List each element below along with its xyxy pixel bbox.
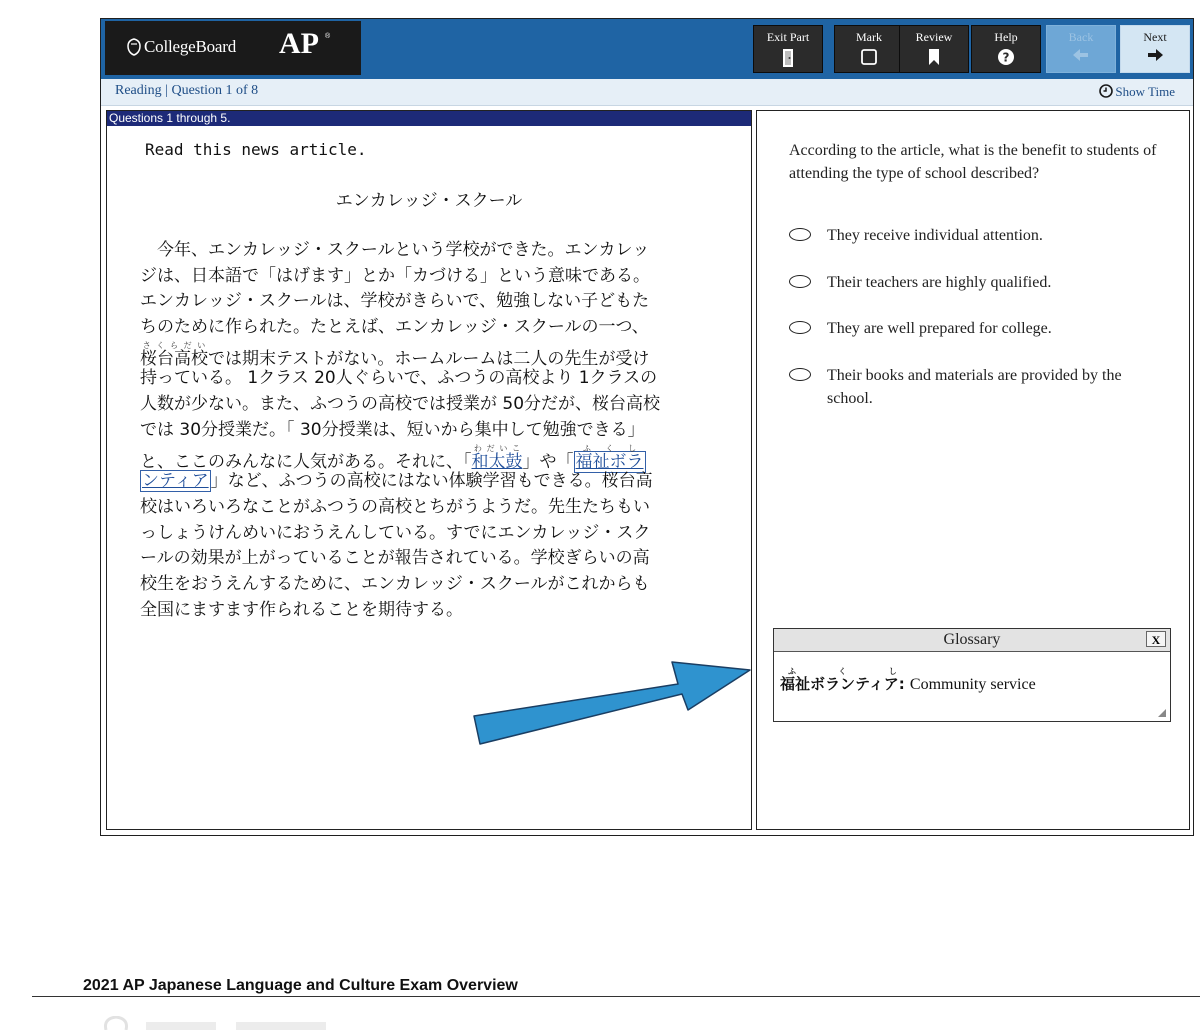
footer-divider [32,996,1200,997]
glossary-title: Glossary [774,629,1170,652]
acorn-shield-icon [127,38,141,56]
question-range-bar: Questions 1 through 5. [107,111,751,126]
product-name: AP [279,27,319,60]
collegeboard-watermark-logo [96,1016,356,1030]
article-line: っしょうけんめいにおうえんしている。すでにエンカレッジ・スク [140,522,651,543]
article-body [140,238,740,623]
article-title: エンカレッジ・スクール [335,191,523,211]
glossary-link-fukushi[interactable]: 福祉ボラふくし [575,443,644,472]
question-pane [756,110,1190,830]
article-line: 全国にますます作られることを期待する。 [140,599,463,620]
bookmark-icon [926,48,942,66]
radio-button[interactable] [789,321,811,334]
article-line: 桜台高校さくらだいでは期末テストがない。ホームルームは二人の先生が受け [140,340,650,369]
answer-option-d[interactable]: Their books and materials are provided by the school. [789,364,1169,410]
glossary-definition: Community service [909,676,1036,693]
show-time-link[interactable]: Show Time [1115,84,1175,99]
article-line: 校はいろいろなことがふつうの高校とちがうようだ。先生たちもい [140,496,650,517]
close-glossary-button[interactable]: X [1146,631,1166,647]
question-counter: Reading | Question 1 of 8 [115,83,259,98]
answer-option-a[interactable]: They receive individual attention. [789,224,1169,247]
callout-arrow-icon [470,650,760,750]
exit-part-button[interactable]: Exit Part [753,25,823,73]
sakuradai-ruby: 桜台高校さくらだい [140,340,208,369]
mark-button[interactable]: Mark [834,25,904,73]
back-button[interactable]: Back [1046,25,1116,73]
article-line: ちのために作られた。たとえば、エンカレッジ・スクールの一つ、 [140,317,649,338]
article-line: 人数が少ない。また、ふつうの高校では授業が 50分だが、桜台高校 [140,394,661,415]
article-line: 今年、エンカレッジ・スクールという学校ができた。エンカレッ [140,240,650,260]
next-button[interactable]: Next [1120,25,1190,73]
glossary-entry [780,667,1036,694]
glossary-link-wadaiko[interactable]: 和太鼓わだいこ [471,443,523,472]
article-line: ジは、日本語で「はげます」とか「カづける」という意味である。 [140,265,650,286]
question-stem: According to the article, what is the benefit to students of attending the type of school described? [789,142,1157,182]
article-line: 校生をおうえんするために、エンカレッジ・スクールがこれからも [140,573,650,594]
ap-logo [261,21,361,75]
answer-option-c[interactable]: They are well prepared for college. [789,317,1169,340]
article-line: 持っている。 1クラス 20人ぐらいで、ふつうの高校より 1クラスの [140,368,658,389]
top-toolbar [101,19,1193,79]
registered-mark-icon: ® [325,33,331,40]
article-line: ンティア 」など、ふつうの高校にはない体験学習もできる。桜台高 [142,471,653,492]
glossary-link-fukushi-cont[interactable]: ンティア [142,471,209,492]
article-line: ールの効果が上がっていることが報告されている。学校ぎらいの高 [140,548,650,569]
brand-name: CollegeBoard [144,37,237,56]
answer-option-b[interactable]: Their teachers are highly qualified. [789,271,1169,294]
document-footer-title: 2021 AP Japanese Language and Culture Exam Overview [83,977,518,994]
article-line: エンカレッジ・スクールは、学校がきらいで、勉強しない子どもた [140,291,650,312]
passage-instruction: Read this news article. [145,140,367,159]
article-line: と、ここのみんなに人気がある。それに、「和太鼓わだいこ」や「 福祉ボラふくし [140,443,644,472]
radio-button[interactable] [789,228,811,241]
arrow-right-icon [1146,48,1164,62]
exit-door-icon [781,48,795,68]
radio-button[interactable] [789,368,811,381]
glossary-popup[interactable] [773,628,1171,722]
clock-icon[interactable] [1099,84,1113,98]
arrow-left-icon [1072,48,1090,62]
help-button[interactable]: Help ? [971,25,1041,73]
svg-text:?: ? [1002,50,1010,65]
radio-button[interactable] [789,275,811,288]
resize-handle-icon[interactable] [1158,709,1166,717]
question-circle-icon [997,48,1015,66]
status-bar [101,79,1193,106]
mark-square-icon [860,48,878,66]
glossary-term: 福祉ボランティア:ふくし [780,667,905,693]
article-line: では 30分授業だ。「 30分授業は、短いから集中して勉強できる」 [140,419,645,440]
review-button[interactable]: Review [899,25,969,73]
